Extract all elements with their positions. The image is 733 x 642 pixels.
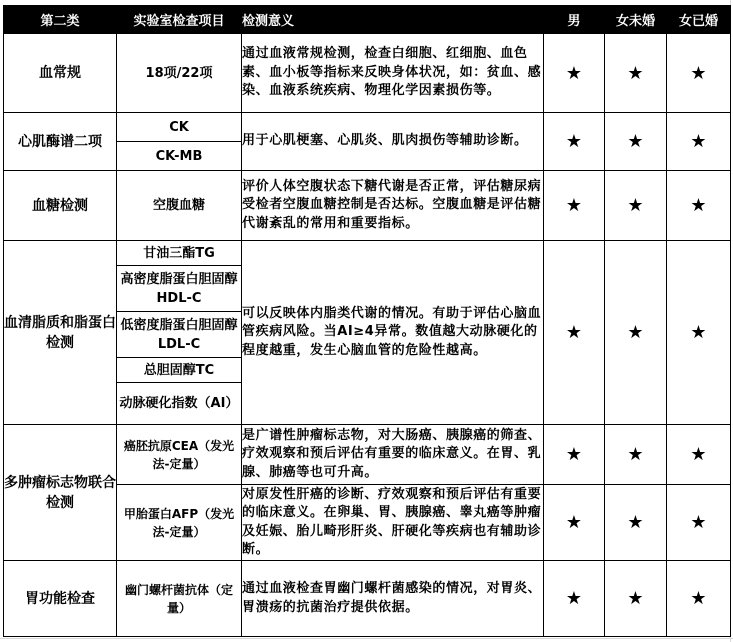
item-cell[interactable]: 高密度脂蛋白胆固醇HDL-C	[117, 266, 242, 312]
table-row	[4, 171, 731, 241]
item-cell[interactable]: 空腹血糖	[117, 171, 242, 241]
item-cell[interactable]: CK	[117, 113, 242, 142]
header-category[interactable]: 第二类	[4, 6, 117, 34]
header-male[interactable]: 男	[544, 6, 605, 34]
star-icon[interactable]: ★	[544, 485, 605, 561]
header-female-married[interactable]: 女已婚	[667, 6, 731, 34]
table-row	[4, 34, 731, 113]
header-row	[4, 6, 731, 34]
meaning-cell[interactable]: 通过血液检查胃幽门螺杆菌感染的情况，对胃炎、胃溃疡的抗菌治疗提供依据。	[242, 561, 544, 637]
header-meaning[interactable]: 检测意义	[242, 6, 544, 34]
table-row	[4, 561, 731, 637]
star-icon[interactable]: ★	[667, 485, 731, 561]
meaning-cell[interactable]: 通过血液常规检测，检查白细胞、红细胞、血色素、血小板等指标来反映身体状况，如：贫血、感染、血液系统疾病、物理化学因素损伤等。	[242, 34, 544, 113]
item-cell[interactable]: 低密度脂蛋白胆固醇LDL-C	[117, 312, 242, 358]
star-icon[interactable]: ★	[605, 241, 667, 425]
exam-table	[3, 5, 731, 637]
item-cell[interactable]: CK-MB	[117, 142, 242, 171]
category-cell[interactable]: 血糖检测	[4, 171, 117, 241]
star-icon[interactable]: ★	[605, 171, 667, 241]
star-icon[interactable]: ★	[605, 425, 667, 485]
meaning-cell[interactable]: 评价人体空腹状态下糖代谢是否正常，评估糖尿病受检者空腹血糖控制是否达标。空腹血糖是评估糖代谢紊乱的常用和重要指标。	[242, 171, 544, 241]
category-cell[interactable]: 血常规	[4, 34, 117, 113]
header-item[interactable]: 实验室检查项目	[117, 6, 242, 34]
star-icon[interactable]: ★	[544, 34, 605, 113]
star-icon[interactable]: ★	[544, 171, 605, 241]
star-icon[interactable]: ★	[667, 113, 731, 171]
meaning-cell[interactable]: 可以反映体内脂类代谢的情况。有助于评估心脑血管疾病风险。当AI≥4异常。数值越大动脉硬化的程度越重，发生心脑血管的危险性越高。	[242, 241, 544, 425]
category-cell[interactable]: 血清脂质和脂蛋白检测	[4, 241, 117, 425]
category-cell[interactable]: 多肿瘤标志物联合检测	[4, 425, 117, 561]
category-cell[interactable]: 胃功能检查	[4, 561, 117, 637]
star-icon[interactable]: ★	[605, 561, 667, 637]
category-cell[interactable]: 心肌酶谱二项	[4, 113, 117, 171]
table-row	[4, 113, 731, 142]
star-icon[interactable]: ★	[667, 561, 731, 637]
item-cell[interactable]: 总胆固醇TC	[117, 358, 242, 383]
star-icon[interactable]: ★	[544, 113, 605, 171]
meaning-cell[interactable]: 用于心肌梗塞、心肌炎、肌肉损伤等辅助诊断。	[242, 113, 544, 171]
item-cell[interactable]: 动脉硬化指数（AI）	[117, 383, 242, 425]
item-cell[interactable]: 癌胚抗原CEA（发光法-定量）	[117, 425, 242, 485]
table-row	[4, 241, 731, 266]
item-cell[interactable]: 甲胎蛋白AFP（发光法-定量）	[117, 485, 242, 561]
star-icon[interactable]: ★	[667, 171, 731, 241]
item-cell[interactable]: 甘油三酯TG	[117, 241, 242, 266]
table-row	[4, 425, 731, 485]
meaning-cell[interactable]: 对原发性肝癌的诊断、疗效观察和预后评估有重要的临床意义。在卵巢、胃、胰腺癌、睾丸癌等肿瘤及妊娠、胎儿畸形肝炎、肝硬化等疾病也有辅助诊断。	[242, 485, 544, 561]
star-icon[interactable]: ★	[667, 241, 731, 425]
star-icon[interactable]: ★	[605, 485, 667, 561]
star-icon[interactable]: ★	[544, 561, 605, 637]
grid-line	[0, 638, 733, 639]
star-icon[interactable]: ★	[667, 34, 731, 113]
item-cell[interactable]: 幽门螺杆菌抗体（定量）	[117, 561, 242, 637]
star-icon[interactable]: ★	[605, 34, 667, 113]
star-icon[interactable]: ★	[544, 241, 605, 425]
star-icon[interactable]: ★	[544, 425, 605, 485]
star-icon[interactable]: ★	[605, 113, 667, 171]
star-icon[interactable]: ★	[667, 425, 731, 485]
header-female-unmarried[interactable]: 女未婚	[605, 6, 667, 34]
meaning-cell[interactable]: 是广谱性肿瘤标志物，对大肠癌、胰腺癌的筛查、疗效观察和预后评估有重要的临床意义。在胃、乳腺、肺癌等也可升高。	[242, 425, 544, 485]
item-cell[interactable]: 18项/22项	[117, 34, 242, 113]
